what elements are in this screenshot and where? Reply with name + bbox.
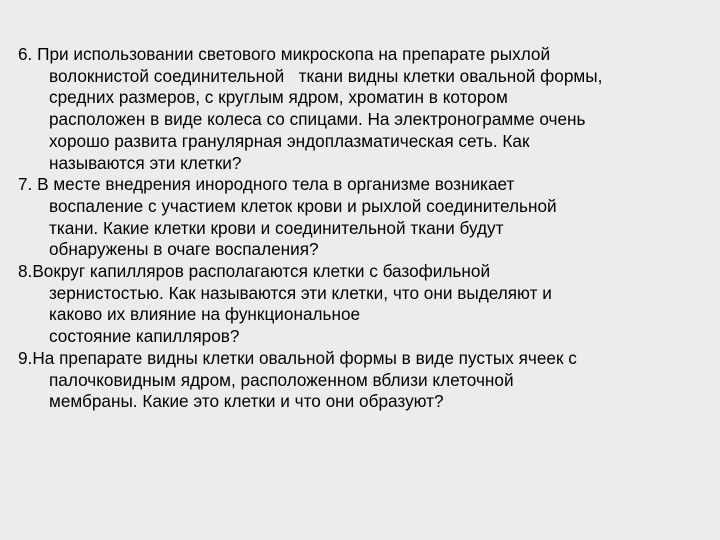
question-line: расположен в виде колеса со спицами. На электронограмме очень [49, 109, 586, 130]
question-6 [18, 44, 708, 174]
question-line: называются эти клетки? [49, 152, 242, 173]
question-line: мембраны. Какие это клетки и что они образуют? [49, 391, 444, 412]
question-line: 9.На препарате видны клетки овальной формы в виде пустых ячеек с [18, 347, 577, 368]
question-line: палочковидным ядром, расположенном вблизи клеточной [49, 369, 514, 390]
question-7 [18, 174, 708, 261]
question-line: хорошо развита гранулярная эндоплазматическая сеть. Как [49, 130, 530, 151]
question-line: обнаружены в очаге воспаления? [49, 239, 319, 260]
question-line: воспаление с участием клеток крови и рыхлой соединительной [49, 195, 557, 216]
question-line: каково их влияние на функциональное [49, 304, 361, 325]
question-line: состояние капилляров? [49, 326, 240, 347]
question-9 [18, 348, 708, 413]
question-line: зернистостью. Как называются эти клетки, что они выделяют и [49, 282, 552, 303]
slide-content [18, 44, 708, 413]
question-line: волокнистой соединительной ткани видны клетки овальной формы, [49, 65, 603, 86]
question-line: средних размеров, с круглым ядром, хроматин в котором [49, 87, 508, 108]
question-8 [18, 261, 708, 348]
question-line: 6. При использовании светового микроскопа на препарате рыхлой [18, 44, 551, 64]
question-line: ткани. Какие клетки крови и соединительной ткани будут [49, 217, 504, 238]
question-line: 7. В месте внедрения инородного тела в организме возникает [18, 174, 515, 195]
question-line: 8.Вокруг капилляров располагаются клетки с базофильной [18, 261, 491, 282]
